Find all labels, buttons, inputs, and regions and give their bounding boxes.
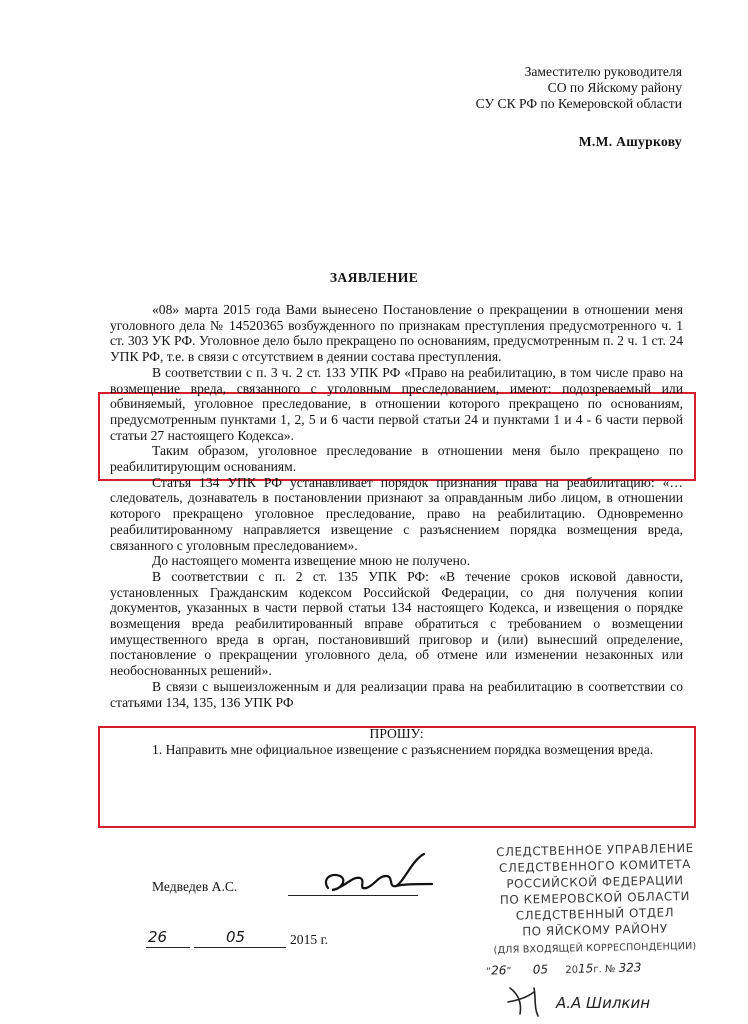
handwritten-signature	[300, 850, 450, 900]
stamp-line-4: ПО КЕМЕРОВСКОЙ ОБЛАСТИ	[499, 889, 691, 907]
stamp-line-3: РОССИЙСКОЙ ФЕДЕРАЦИИ	[506, 873, 684, 891]
signer-name: Медведев А.С.	[152, 879, 238, 894]
date-month-line	[194, 947, 286, 948]
request-item: 1. Направить мне официальное извещение с разъяснением порядка возмещения вреда.	[152, 741, 654, 757]
paragraph-conclusion: Таким образом, уголовное преследование в отношении меня было прекращено по реабилитирующим основаниям.	[110, 443, 683, 475]
stamp-receiver-signature	[500, 980, 700, 1020]
date-day: 26	[148, 928, 168, 946]
date-day-line	[146, 947, 190, 948]
recipient-line-1: Заместителю руководителя	[524, 64, 682, 79]
paragraph-basis: В связи с вышеизложенным и для реализации права на реабилитацию в соответствии со статьями 134, 135, 136 УПК РФ	[110, 678, 683, 710]
stamp-registration-row: “26” 05 2015г. № 323	[485, 960, 642, 978]
spacer	[110, 710, 683, 726]
document-body	[110, 302, 683, 758]
paragraph-no-notice: До настоящего момента извещение мною не получено.	[152, 553, 471, 569]
stamp-line-2: СЛЕДСТВЕННОГО КОМИТЕТА	[498, 856, 692, 876]
stamp-line-6: ПО ЯЙСКОМУ РАЙОНУ	[522, 921, 668, 939]
recipient-line-3: СУ СК РФ по Кемеровской области	[475, 96, 682, 111]
stamp-reg-day: 26	[491, 963, 507, 978]
recipient-line-2: СО по Яйскому району	[547, 80, 682, 95]
paragraph-article-133: В соответствии с п. 3 ч. 2 ст. 133 УПК РФ «Право на реабилитацию, в том числе право на возмещение вреда, связанного с уголовным преследованием, имеют: подозреваемый или обвиняемый, уголовное преследование, в отношении которого прекращено по основаниям, предусмотренным пунктами 1, 2, 5 и 6 части первой статьи 24 и пунктами 1 и 4 - 6 части первой статьи 27 настоящего Кодекса».	[110, 364, 683, 443]
request-heading: ПРОШУ:	[369, 726, 424, 742]
date-month: 05	[226, 928, 246, 946]
paragraph-article-135: В соответствии с п. 2 ст. 135 УПК РФ: «В течение сроков исковой давности, установленных Гражданским кодексом Российской Федерации, со дня получения копии документов, указанных в части первой статьи 134 настоящего Кодекса, и извещения о порядке возмещения вреда реабилитированный вправе обратиться с требованием о возмещении имущественного вреда в орган, постановивший приговор и (или) вынесший определение, постановление о прекращении уголовного дела, об отмене или изменении незаконных или необоснованных решений».	[110, 568, 683, 679]
signature-line	[288, 895, 418, 896]
stamp-reg-year-suffix: 15	[577, 961, 594, 976]
stamp-reg-year-prefix: 20	[565, 964, 579, 976]
document-title: ЗАЯВЛЕНИЕ	[329, 270, 419, 285]
stamp-line-5: СЛЕДСТВЕННЫЙ ОТДЕЛ	[515, 905, 675, 923]
recipient-addressee: М.М. Ашуркову	[578, 134, 682, 149]
paragraph-resolution: «08» марта 2015 года Вами вынесено Постановление о прекращении в отношении меня уголовного дела № 14520365 возбужденного по признакам преступления предусмотренного ч. 1 ст. 303 УК РФ. Уголовное дело было прекращено по основаниям, предусмотренным п. 2 ч. 1 ст. 24 УПК РФ, т.е. в связи с отсутствием в деянии состава преступления.	[110, 302, 683, 365]
date-year: 2015 г.	[290, 932, 329, 947]
stamp-line-1: СЛЕДСТВЕННОЕ УПРАВЛЕНИЕ	[496, 840, 694, 860]
paragraph-article-134: Статья 134 УПК РФ устанавливает порядок признания права на реабилитацию: «…следователь, дознаватель в постановлении признают за оправданным либо лицом, в отношении которого прекращено уголовное преследование, право на реабилитацию. Одновременно реабилитированному направляется извещение с разъяснением порядка возмещения вреда, связанного с уголовным преследованием».	[110, 474, 683, 553]
stamp-reg-year-label: г. №	[593, 963, 616, 976]
stamp-reg-month: 05	[532, 962, 549, 977]
stamp-receiver: А.А Шилкин	[556, 994, 651, 1012]
stamp-reg-number: 323	[618, 960, 642, 975]
stamp-note: (ДЛЯ ВХОДЯЩЕЙ КОРРЕСПОНДЕНЦИИ)	[493, 940, 697, 957]
